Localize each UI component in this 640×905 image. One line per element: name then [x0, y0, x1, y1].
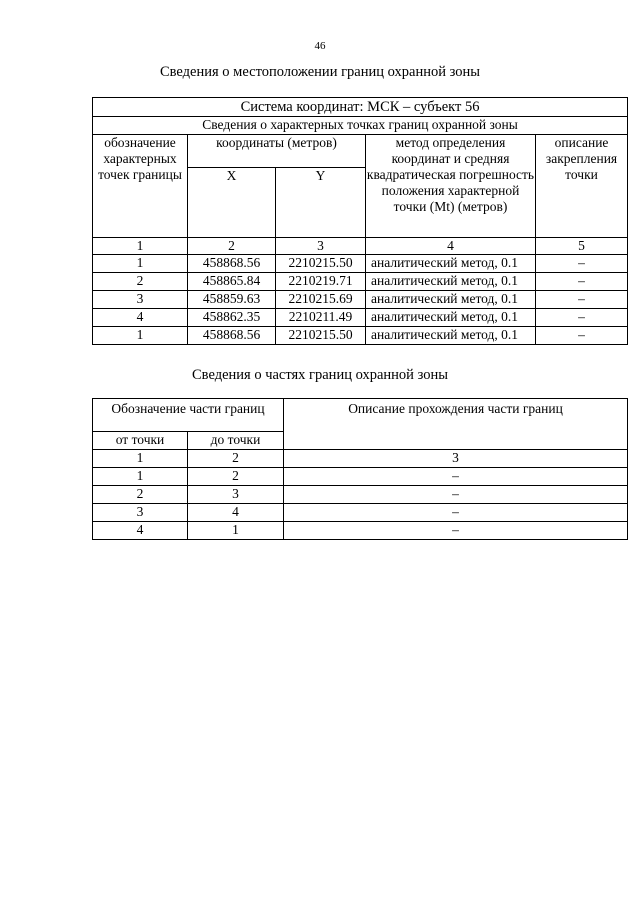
point-cell: 1 — [93, 255, 188, 273]
method-cell: аналитический метод, 0.1 — [366, 291, 536, 309]
header-from-point: от точки — [93, 432, 188, 450]
y-cell: 2210215.69 — [276, 291, 366, 309]
table-row — [93, 504, 628, 522]
header-x: X — [188, 168, 276, 238]
from-cell: 1 — [93, 468, 188, 486]
column-number: 2 — [188, 450, 284, 468]
description-cell: – — [284, 486, 628, 504]
column-number: 5 — [536, 238, 628, 255]
point-cell: 4 — [93, 309, 188, 327]
table-row — [93, 486, 628, 504]
column-number: 1 — [93, 450, 188, 468]
y-cell: 2210211.49 — [276, 309, 366, 327]
to-cell: 3 — [188, 486, 284, 504]
header-point-designation: обозначение характерных точек границы — [93, 135, 188, 238]
y-cell: 2210215.50 — [276, 255, 366, 273]
header-to-point: до точки — [188, 432, 284, 450]
x-cell: 458859.63 — [188, 291, 276, 309]
header-method: метод определения координат и средняя квадратическая погрешность положения характерной точки (Mt) (метров) — [366, 135, 536, 238]
x-cell: 458868.56 — [188, 327, 276, 345]
header-coordinates: координаты (метров) — [188, 135, 366, 168]
description-cell: – — [284, 468, 628, 486]
points-subtitle: Сведения о характерных точках границ охранной зоны — [93, 117, 628, 135]
column-number: 2 — [188, 238, 276, 255]
description-cell: – — [536, 291, 628, 309]
header-y: Y — [276, 168, 366, 238]
table-row — [93, 327, 628, 345]
description-cell: – — [284, 504, 628, 522]
method-cell: аналитический метод, 0.1 — [366, 255, 536, 273]
column-number: 4 — [366, 238, 536, 255]
point-cell: 2 — [93, 273, 188, 291]
boundary-parts-table — [92, 398, 628, 540]
from-cell: 3 — [93, 504, 188, 522]
section-title-parts: Сведения о частях границ охранной зоны — [192, 367, 448, 383]
point-cell: 3 — [93, 291, 188, 309]
description-cell: – — [284, 522, 628, 540]
column-number: 3 — [284, 450, 628, 468]
description-cell: – — [536, 255, 628, 273]
boundary-points-table — [92, 97, 628, 345]
table-row — [93, 468, 628, 486]
method-cell: аналитический метод, 0.1 — [366, 309, 536, 327]
to-cell: 2 — [188, 468, 284, 486]
method-cell: аналитический метод, 0.1 — [366, 273, 536, 291]
y-cell: 2210219.71 — [276, 273, 366, 291]
description-cell: – — [536, 273, 628, 291]
to-cell: 4 — [188, 504, 284, 522]
x-cell: 458868.56 — [188, 255, 276, 273]
header-description: описание закрепления точки — [536, 135, 628, 238]
coordinate-system-label: Система координат: МСК – субъект 56 — [93, 98, 628, 117]
header-spacer — [284, 432, 628, 450]
from-cell: 4 — [93, 522, 188, 540]
page-number: 46 — [314, 40, 326, 52]
x-cell: 458862.35 — [188, 309, 276, 327]
description-cell: – — [536, 327, 628, 345]
description-cell: – — [536, 309, 628, 327]
column-number: 1 — [93, 238, 188, 255]
from-cell: 2 — [93, 486, 188, 504]
point-cell: 1 — [93, 327, 188, 345]
table-row — [93, 273, 628, 291]
header-part-description: Описание прохождения части границ — [284, 399, 628, 432]
section-title-boundaries: Сведения о местоположении границ охранной зоны — [159, 64, 480, 80]
table-row — [93, 522, 628, 540]
column-number: 3 — [276, 238, 366, 255]
header-part-designation: Обозначение части границ — [93, 399, 284, 432]
y-cell: 2210215.50 — [276, 327, 366, 345]
method-cell: аналитический метод, 0.1 — [366, 327, 536, 345]
x-cell: 458865.84 — [188, 273, 276, 291]
table-row — [93, 291, 628, 309]
table-row — [93, 309, 628, 327]
table-row — [93, 255, 628, 273]
to-cell: 1 — [188, 522, 284, 540]
